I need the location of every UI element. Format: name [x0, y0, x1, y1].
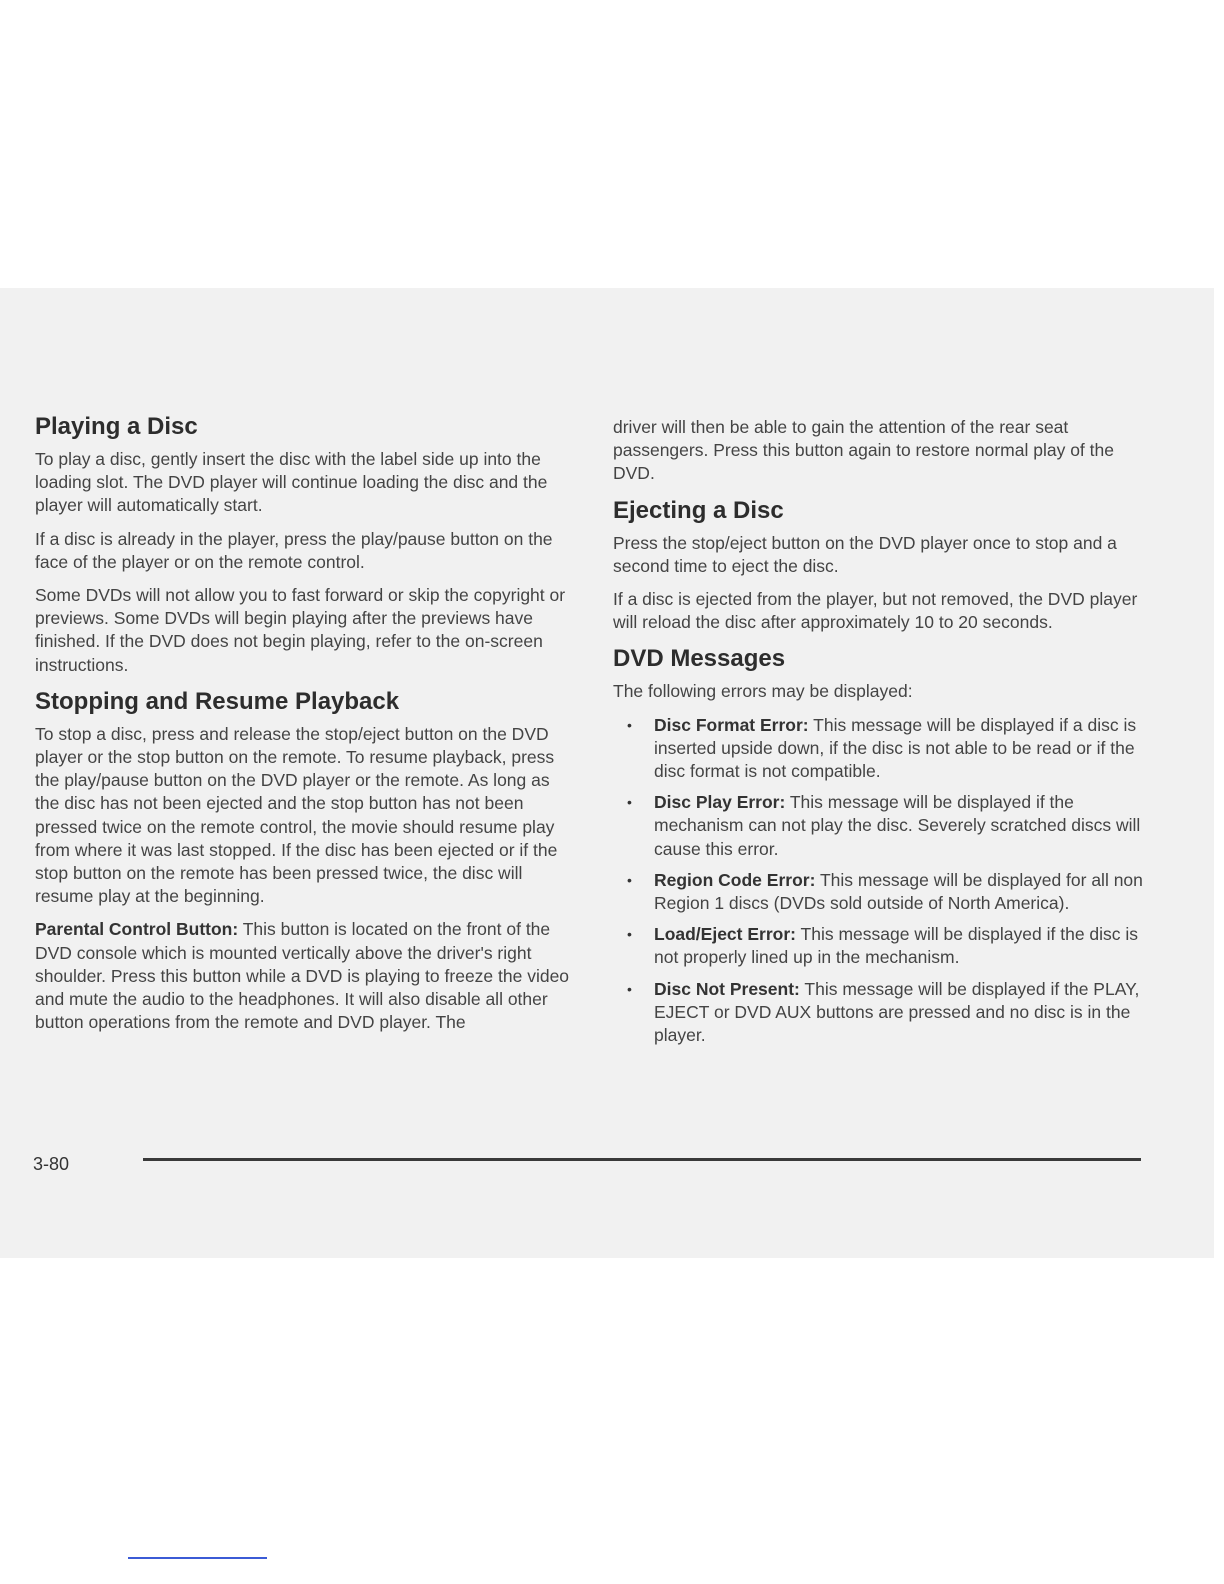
error-label: Disc Not Present: — [654, 978, 800, 999]
list-item-load-eject-error — [613, 923, 1145, 969]
error-text: This message will be displayed if the mechanism can not play the disc. Severely scratched discs will cause this error. — [654, 792, 1141, 859]
bullet-icon: • — [627, 926, 632, 943]
parental-control-paragraph — [35, 918, 575, 1034]
ejecting-paragraph-2: If a disc is ejected from the player, but not removed, the DVD player will reload the disc after approximately 10 to 20 seconds. — [613, 589, 1138, 633]
bottom-link-underline — [128, 1557, 267, 1559]
bullet-icon: • — [627, 980, 632, 997]
list-item-disc-format-error — [613, 714, 1145, 784]
footer-divider — [143, 1158, 1141, 1161]
playing-paragraph-1: To play a disc, gently insert the disc with the label side up into the loading slot. The DVD player will continue loading the disc and the player will automatically start. — [35, 449, 548, 516]
playing-paragraph-3: Some DVDs will not allow you to fast forward or skip the copyright or previews. Some DVDs will begin playing after the previews have finished. If the DVD does not begin playing, refer to the on-screen instructions. — [35, 585, 566, 675]
stopping-paragraph-1: To stop a disc, press and release the stop/eject button on the DVD player or the stop button on the remote. To resume playback, press the play/pause button on the DVD player or the remote. As long as the disc has not been ejected and the stop button has not been pressed twice on the remote control, the movie should resume play from where it was last stopped. If the disc has been ejected or if the stop button on the remote has been pressed twice, the disc will resume play at the beginning. — [35, 723, 558, 907]
playing-paragraph-2: If a disc is already in the player, press the play/pause button on the face of the player or on the remote control. — [35, 528, 553, 572]
heading-playing-a-disc: Playing a Disc — [35, 413, 198, 440]
heading-dvd-messages: DVD Messages — [613, 645, 786, 673]
bullet-icon: • — [627, 794, 632, 811]
ejecting-paragraph-1: Press the stop/eject button on the DVD player once to stop and a second time to eject the disc. — [613, 532, 1117, 576]
page-number: 3-80 — [33, 1154, 70, 1174]
error-text: This message will be displayed for all non Region 1 discs (DVDs sold outside of North America). — [654, 869, 1143, 914]
list-item-region-code-error — [613, 869, 1145, 915]
heading-ejecting-a-disc: Ejecting a Disc — [613, 496, 784, 524]
error-label: Region Code Error: — [654, 869, 816, 890]
error-text: This message will be displayed if the disc is not properly lined up in the mechanism. — [654, 924, 1139, 968]
left-column — [35, 412, 575, 1044]
error-list — [613, 714, 1145, 1048]
messages-intro: The following errors may be displayed: — [613, 681, 913, 702]
bullet-icon: • — [627, 871, 632, 888]
right-column — [613, 416, 1145, 1055]
error-label: Disc Format Error: — [654, 714, 809, 735]
parental-control-label: Parental Control Button: — [35, 919, 239, 940]
error-text: This message will be displayed if the PLAY, EJECT or DVD AUX buttons are pressed and no disc is in the player. — [654, 978, 1140, 1046]
parental-control-text: This button is located on the front of the DVD console which is mounted vertically above the driver's right shoulder. Press this button while a DVD is playing to freeze the video and mute the audio to the headphones. It will also disable all other button operations from the remote and DVD player. The — [35, 919, 570, 1033]
list-item-disc-not-present — [613, 978, 1145, 1048]
heading-stopping-and-resume: Stopping and Resume Playback — [35, 687, 400, 715]
error-label: Disc Play Error: — [654, 792, 786, 813]
error-label: Load/Eject Error: — [654, 924, 796, 945]
error-text: This message will be displayed if a disc is inserted upside down, if the disc is not able to be read or if the disc format is not compatible. — [654, 714, 1137, 782]
bullet-icon: • — [627, 716, 632, 733]
list-item-disc-play-error — [613, 791, 1145, 861]
parental-control-continued: driver will then be able to gain the attention of the rear seat passengers. Press this button again to restore normal play of the DVD. — [613, 417, 1114, 484]
